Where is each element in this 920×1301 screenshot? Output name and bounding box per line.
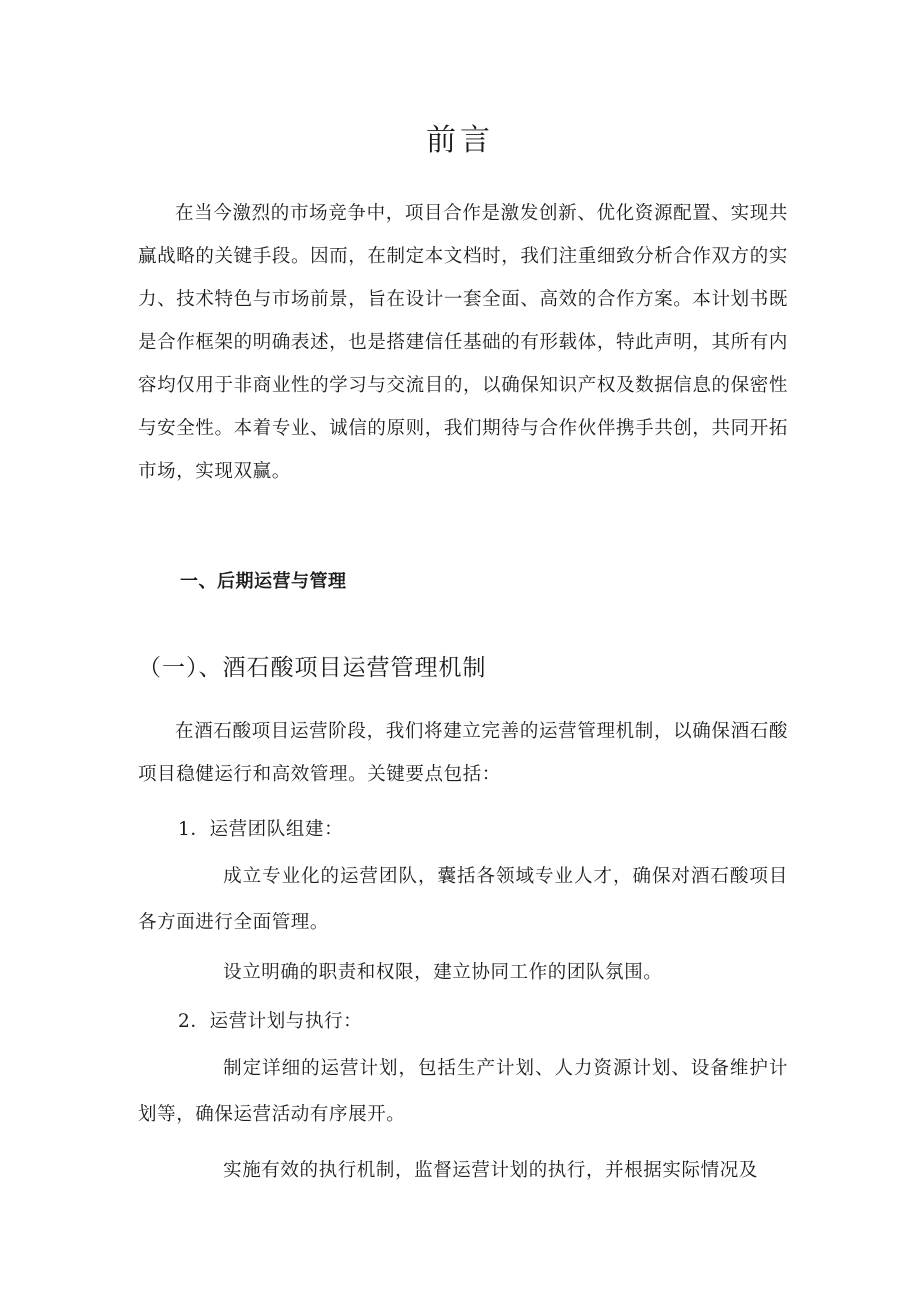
list-item-point: 设立明确的职责和权限，建立协同工作的团队氛围。 [223, 962, 663, 983]
list-item-point: 成立专业化的运营团队，囊括各领域专业人才，确保对酒石酸项目各方面进行全面管理。 [138, 866, 788, 933]
intro-paragraph: 在酒石酸项目运营阶段，我们将建立完善的运营管理机制，以确保酒石酸项目稳健运行和高效管理。关键要点包括： [138, 721, 788, 785]
list-item-label: 2．运营计划与执行： [178, 1011, 363, 1032]
list-item-point: 制定详细的运营计划，包括生产计划、人力资源计划、设备维护计划等，确保运营活动有序展开。 [138, 1058, 788, 1125]
list-item-label: 1．运营团队组建： [178, 819, 344, 840]
preface-paragraph: 在当今激烈的市场竞争中，项目合作是激发创新、优化资源配置、实现共赢战略的关键手段。因而，在制定本文档时，我们注重细致分析合作双方的实力、技术特色与市场前景，旨在设计一套全面、高效的合作方案。本计划书既是合作框架的明确表述，也是搭建信任基础的有形载体，特此声明，其所有内容均仅用于非商业性的学习与交流目的，以确保知识产权及数据信息的保密性与安全性。本着专业、诚信的原则，我们期待与合作伙伴携手共创，共同开拓市场，实现双赢。 [138, 203, 788, 482]
section-heading: 一、后期运营与管理 [180, 571, 347, 592]
list-item-point: 实施有效的执行机制，监督运营计划的执行，并根据实际情况及 [223, 1160, 758, 1181]
page-title: 前言 [426, 123, 494, 158]
subsection-heading: （一）、酒石酸项目运营管理机制 [138, 655, 487, 681]
